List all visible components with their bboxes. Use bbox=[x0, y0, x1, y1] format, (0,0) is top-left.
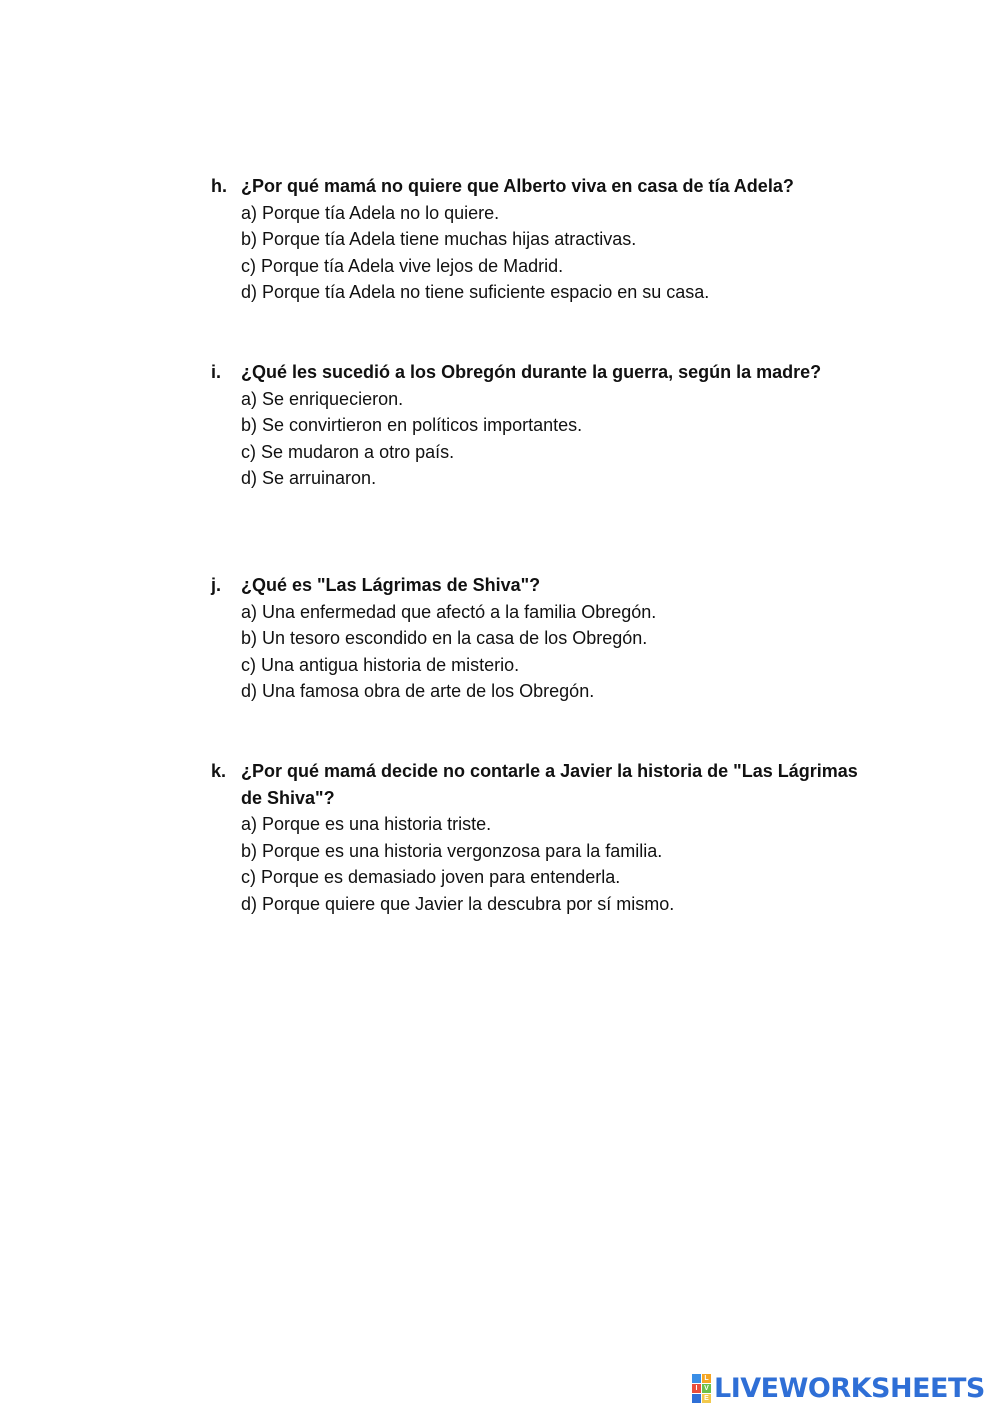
question-letter: k. bbox=[211, 761, 227, 781]
option-a: a) Porque tía Adela no lo quiere. bbox=[241, 202, 500, 223]
question-text: ¿Qué es "Las Lágrimas de Shiva"? bbox=[241, 575, 541, 595]
option-b: b) Porque es una historia vergonzosa para la familia. bbox=[241, 840, 663, 861]
question-text: ¿Qué les sucedió a los Obregón durante la guerra, según la madre? bbox=[241, 362, 822, 382]
option-c: c) Porque es demasiado joven para entenderla. bbox=[241, 867, 621, 888]
question-heading bbox=[211, 758, 871, 811]
question-h bbox=[211, 173, 871, 306]
logo-cell: I bbox=[692, 1384, 701, 1393]
logo-cell bbox=[692, 1394, 701, 1403]
logo-cell: E bbox=[702, 1394, 711, 1403]
option-d: d) Una famosa obra de arte de los Obregón. bbox=[241, 681, 595, 702]
logo-icon bbox=[692, 1374, 711, 1403]
option-b: b) Porque tía Adela tiene muchas hijas atractivas. bbox=[241, 229, 637, 250]
options-list bbox=[241, 386, 871, 492]
option-a: a) Se enriquecieron. bbox=[241, 388, 404, 409]
question-i bbox=[211, 359, 871, 492]
question-heading bbox=[211, 173, 871, 200]
logo-cell: L bbox=[702, 1374, 711, 1383]
question-letter: h. bbox=[211, 176, 227, 196]
option-b: b) Se convirtieron en políticos importantes. bbox=[241, 415, 583, 436]
question-heading bbox=[211, 572, 871, 599]
brand-name: LIVEWORKSHEETS bbox=[714, 1373, 985, 1404]
question-letter: j. bbox=[211, 575, 222, 595]
liveworksheets-logo bbox=[692, 1373, 985, 1404]
question-text: ¿Por qué mamá decide no contarle a Javier la historia de "Las Lágrimas de Shiva"? bbox=[241, 761, 858, 808]
option-c: c) Se mudaron a otro país. bbox=[241, 441, 455, 462]
option-a: a) Porque es una historia triste. bbox=[241, 814, 492, 835]
question-letter: i. bbox=[211, 362, 222, 382]
option-d: d) Porque quiere que Javier la descubra por sí mismo. bbox=[241, 893, 675, 914]
options-list bbox=[241, 599, 871, 705]
options-list bbox=[241, 200, 871, 306]
option-c: c) Una antigua historia de misterio. bbox=[241, 654, 520, 675]
question-k bbox=[211, 758, 871, 918]
logo-cell: V bbox=[702, 1384, 711, 1393]
logo-cell bbox=[692, 1374, 701, 1383]
options-list bbox=[241, 811, 871, 917]
question-heading bbox=[211, 359, 871, 386]
option-c: c) Porque tía Adela vive lejos de Madrid. bbox=[241, 255, 564, 276]
question-j bbox=[211, 572, 871, 705]
option-a: a) Una enfermedad que afectó a la familia Obregón. bbox=[241, 601, 657, 622]
question-text: ¿Por qué mamá no quiere que Alberto viva en casa de tía Adela? bbox=[241, 176, 794, 196]
option-b: b) Un tesoro escondido en la casa de los Obregón. bbox=[241, 628, 648, 649]
option-d: d) Porque tía Adela no tiene suficiente espacio en su casa. bbox=[241, 282, 710, 303]
option-d: d) Se arruinaron. bbox=[241, 468, 377, 489]
